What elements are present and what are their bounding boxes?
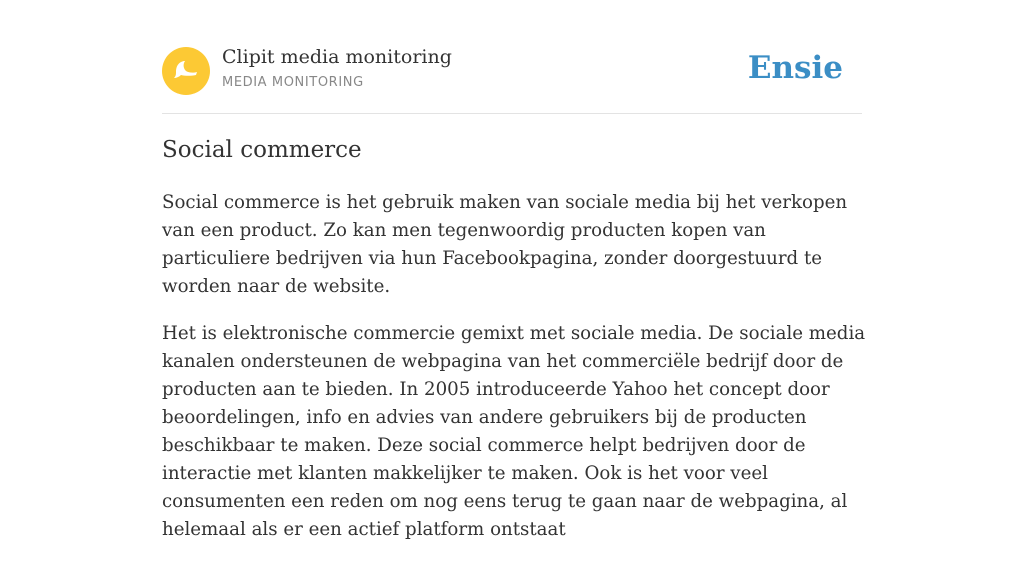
article-paragraph: Social commerce is het gebruik maken van sociale media bij het verkopen van een product. Zo kan men tegenwoordig producten kopen van particuliere bedrijven via hun Facebookpagina, zonder doorgestuurd te worden naar de website. (162, 192, 848, 297)
article-header (162, 0, 862, 114)
source-subtitle: MEDIA MONITORING (222, 75, 364, 90)
article-body (162, 189, 868, 563)
article-page (162, 0, 866, 540)
source-name[interactable]: Clipit media monitoring (222, 46, 452, 68)
article-paragraph: Het is elektronische commercie gemixt met sociale media. De sociale media kanalen ondersteunen de webpagina van het commerciële bedrijf door de producten aan te bieden. In 2005 introduceerde Yahoo het concept door beoordelingen, info en advies van andere gebruikers bij de producten beschikbaar te maken. Deze social commerce helpt bedrijven door de interactie met klanten makkelijker te maken. Ook is het voor veel consumenten een reden om nog eens terug te gaan naar de webpagina, al helemaal als er een actief platform ontstaat (162, 323, 866, 540)
article-title: Social commerce (162, 137, 362, 163)
brand-logo[interactable]: Ensie (747, 50, 843, 86)
speech-bubble-icon (162, 47, 210, 95)
source-logo[interactable] (162, 47, 210, 95)
